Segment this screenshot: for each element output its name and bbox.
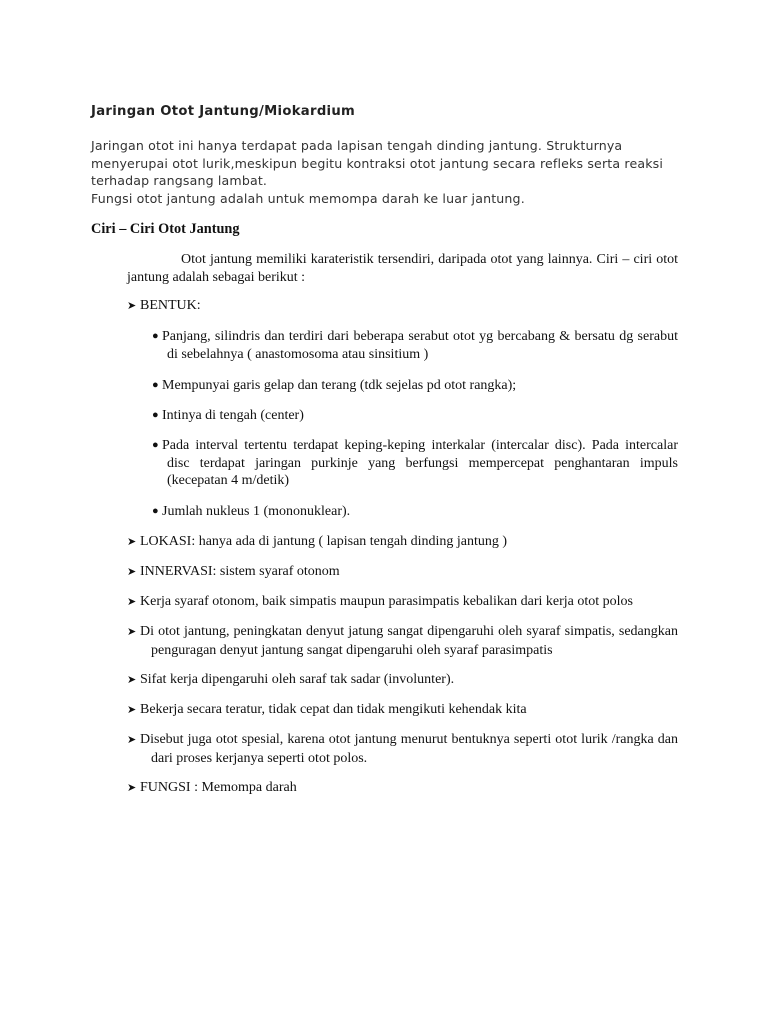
list-item-text: LOKASI: hanya ada di jantung ( lapisan tengah dinding jantung ) <box>140 534 508 549</box>
list-item-denyut <box>127 623 678 659</box>
arrow-bullet-icon: ➤ <box>127 596 137 608</box>
bentuk-item-text: Mempunyai garis gelap dan terang (tdk sejelas pd otot rangka); <box>162 378 517 393</box>
dot-bullet-icon: ● <box>152 409 159 421</box>
list-item-sifat <box>127 671 678 690</box>
list-item-text: Disebut juga otot spesial, karena otot jantung menurut bentuknya seperti otot lurik /rangka dan dari proses kerjanya seperti otot polos. <box>140 732 678 766</box>
list-item-text: BENTUK: <box>140 298 201 313</box>
list-item-text: INNERVASI: sistem syaraf otonom <box>140 564 340 579</box>
list-item-lokasi <box>127 533 678 552</box>
arrow-bullet-icon: ➤ <box>127 300 137 312</box>
list-item-text: Di otot jantung, peningkatan denyut jatung sangat dipengaruhi oleh syaraf simpatis, sedangkan penguragan denyut jantung sangat dipengaruhi oleh syaraf parasimpatis <box>140 624 678 658</box>
list-item-text: FUNGSI : Memompa darah <box>140 780 297 795</box>
list-item-text: Sifat kerja dipengaruhi oleh saraf tak sadar (involunter). <box>140 672 455 687</box>
arrow-bullet-icon: ➤ <box>127 536 137 548</box>
arrow-bullet-icon: ➤ <box>127 626 137 638</box>
list-item-fungsi <box>127 779 678 798</box>
dot-bullet-icon: ● <box>152 379 159 391</box>
list-item-innervasi <box>127 563 678 582</box>
bentuk-item-text: Intinya di tengah (center) <box>162 408 304 423</box>
dot-bullet-icon: ● <box>152 505 159 517</box>
list-item-disebut <box>127 731 678 767</box>
list-item-kerja-syaraf <box>127 593 678 612</box>
bentuk-item-text: Pada interval tertentu terdapat keping-keping interkalar (intercalar disc). Pada intercalar disc terdapat jaringan purkinje yang berfungsi mempercepat penghantaran impuls (kecepatan 4 m/detik) <box>162 438 678 489</box>
list-item-bekerja <box>127 701 678 720</box>
dot-bullet-icon: ● <box>152 439 159 451</box>
arrow-bullet-icon: ➤ <box>127 704 137 716</box>
arrow-bullet-icon: ➤ <box>127 674 137 686</box>
section-title: Ciri – Ciri Otot Jantung <box>91 221 240 237</box>
arrow-bullet-icon: ➤ <box>127 734 137 746</box>
bentuk-item <box>152 328 678 363</box>
lead-paragraph: Otot jantung memiliki karateristik tersendiri, daripada otot yang lainnya. Ciri – ciri otot jantung adalah sebagai berikut : <box>127 252 678 285</box>
list-item-text: Bekerja secara teratur, tidak cepat dan tidak mengikuti kehendak kita <box>140 702 527 717</box>
bentuk-item <box>152 407 678 425</box>
bentuk-item <box>152 377 678 395</box>
bentuk-item-text: Panjang, silindris dan terdiri dari beberapa serabut otot yg bercabang & bersatu dg serabut di sebelahnya ( anastomosoma atau sinsitium ) <box>162 329 678 362</box>
bentuk-item <box>152 503 678 521</box>
list-item-text: Kerja syaraf otonom, baik simpatis maupun parasimpatis kebalikan dari kerja otot polos <box>140 594 633 609</box>
arrow-bullet-icon: ➤ <box>127 782 137 794</box>
intro-text-1: Jaringan otot ini hanya terdapat pada lapisan tengah dinding jantung. Strukturnya menyerupai otot lurik,meskipun begitu kontraksi otot jantung secara refleks serta reaksi terhadap rangsang lambat. <box>91 138 664 188</box>
list-item-bentuk <box>127 297 678 316</box>
intro-text-2: Fungsi otot jantung adalah untuk memompa darah ke luar jantung. <box>91 190 525 206</box>
intro-paragraph <box>91 137 681 207</box>
dot-bullet-icon: ● <box>152 330 159 342</box>
document-title: Jaringan Otot Jantung/Miokardium <box>91 104 356 119</box>
bentuk-item <box>152 437 678 490</box>
bentuk-item-text: Jumlah nukleus 1 (mononuklear). <box>162 504 351 519</box>
arrow-bullet-icon: ➤ <box>127 566 137 578</box>
